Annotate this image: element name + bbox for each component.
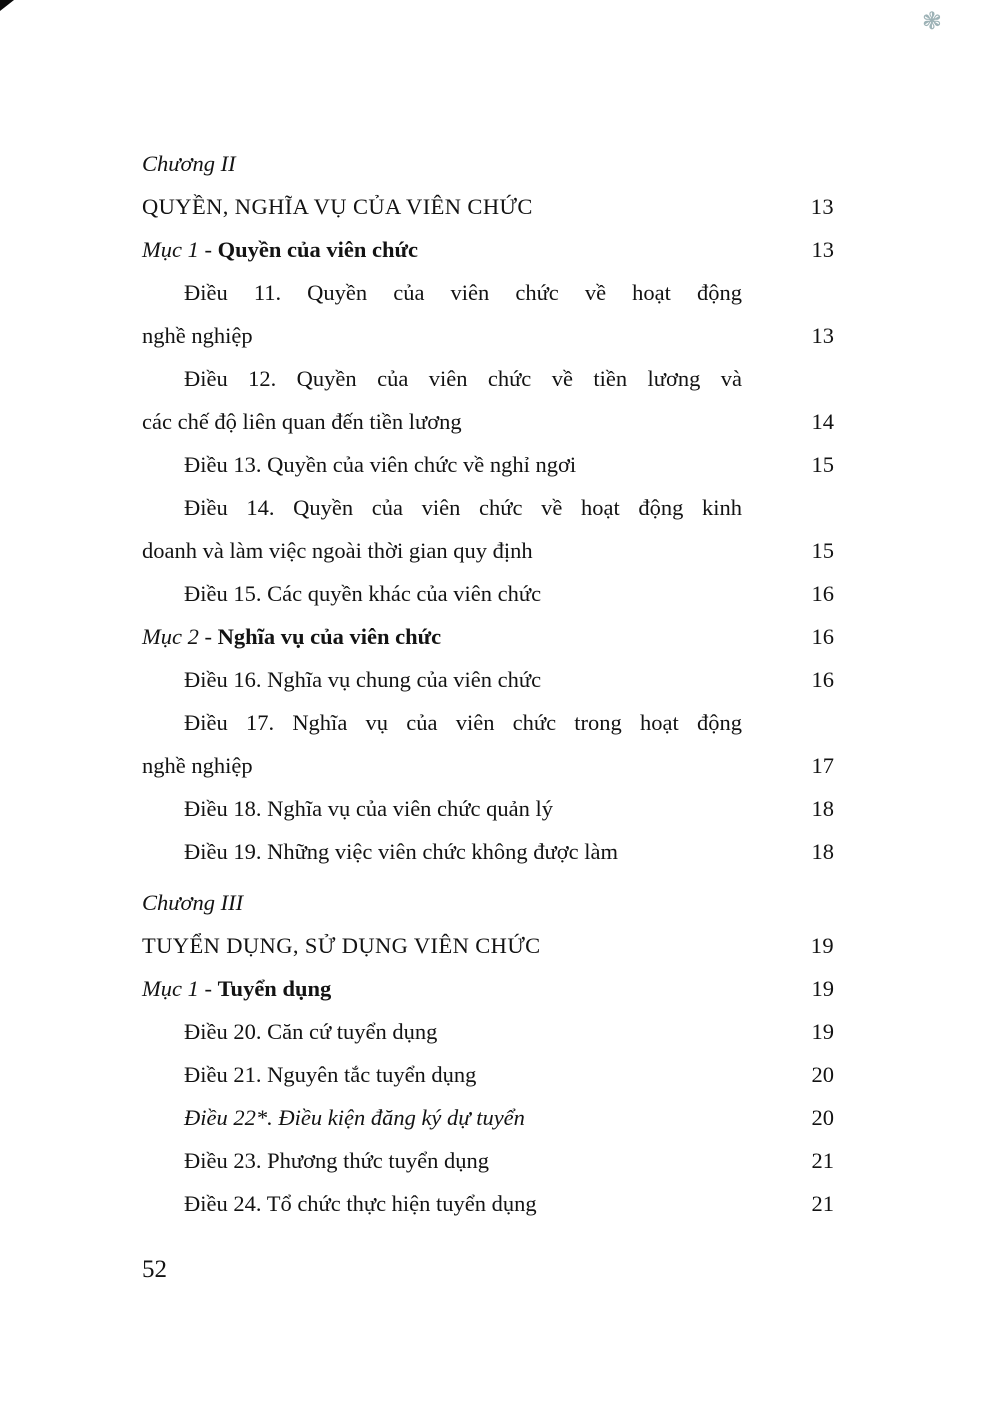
- toc-entry: [142, 881, 834, 924]
- toc-entry-text: Chương III: [142, 890, 244, 915]
- toc-entry-text: Điều 15. Các quyền khác của viên chức: [184, 581, 542, 606]
- toc-page-number: 18: [811, 796, 834, 821]
- toc-page-number: 19: [811, 976, 834, 1001]
- toc-page-number: 20: [811, 1105, 834, 1130]
- toc-entry: [142, 486, 834, 572]
- toc-page-number: 18: [811, 839, 834, 864]
- toc-entry: [142, 830, 834, 873]
- toc-entry-text: Điều 12. Quyền của viên chức về tiền lương và: [184, 366, 742, 391]
- section-prefix: Mục 1 -: [142, 976, 218, 1001]
- scan-artifact-mark: [0, 0, 14, 11]
- toc-page-number: 19: [810, 933, 834, 958]
- toc-entry-text: [142, 228, 742, 271]
- toc-entry-text: Điều 17. Nghĩa vụ của viên chức trong hoạt động: [184, 710, 742, 735]
- toc-list: [142, 142, 834, 1225]
- flower-icon: ❃: [921, 9, 942, 35]
- toc-entry-text: nghề nghiệp: [142, 753, 253, 778]
- toc-entry-text: Điều 14. Quyền của viên chức về hoạt động kinh: [184, 495, 742, 520]
- toc-entry: [142, 228, 834, 271]
- toc-entry-text: Chương II: [142, 151, 236, 176]
- toc-page-number: 19: [811, 1019, 834, 1044]
- section-title: Quyền của viên chức: [217, 237, 418, 262]
- toc-entry: [142, 924, 834, 967]
- toc-entry-text: Điều 21. Nguyên tắc tuyển dụng: [184, 1062, 477, 1087]
- toc-entry: [142, 615, 834, 658]
- toc-page-number: 16: [811, 624, 834, 649]
- toc-entry: [142, 658, 834, 701]
- toc-entry-text: [142, 967, 742, 1010]
- toc-entry-text: các chế độ liên quan đến tiền lương: [142, 409, 462, 434]
- toc-entry-text: Điều 20. Căn cứ tuyển dụng: [184, 1019, 438, 1044]
- toc-entry-text: Điều 24. Tổ chức thực hiện tuyển dụng: [184, 1191, 537, 1216]
- toc-entry-text: [142, 615, 742, 658]
- toc-entry: [142, 787, 834, 830]
- toc-page-number: 14: [811, 409, 834, 434]
- section-title: Nghĩa vụ của viên chức: [217, 624, 442, 649]
- toc-entry-text: nghề nghiệp: [142, 323, 253, 348]
- toc-entry-text: Điều 13. Quyền của viên chức về nghỉ ngơi: [184, 452, 577, 477]
- toc-entry-text: Điều 19. Những việc viên chức không được làm: [184, 839, 619, 864]
- toc-page-number: 16: [811, 667, 834, 692]
- toc-page-number: 13: [810, 194, 834, 219]
- toc-page-number: 16: [811, 581, 834, 606]
- toc-page-number: 20: [811, 1062, 834, 1087]
- toc-entry: [142, 701, 834, 787]
- toc-entry-text: QUYỀN, NGHĨA VỤ CỦA VIÊN CHỨC: [142, 194, 533, 219]
- toc-entry: [142, 142, 834, 185]
- toc-entry-text: TUYỂN DỤNG, SỬ DỤNG VIÊN CHỨC: [142, 933, 541, 958]
- toc-entry: [142, 1139, 834, 1182]
- toc-page-number: 13: [811, 323, 834, 348]
- toc-entry-text: Điều 18. Nghĩa vụ của viên chức quản lý: [184, 796, 553, 821]
- toc-entry-text: Điều 23. Phương thức tuyển dụng: [184, 1148, 490, 1173]
- toc-entry: [142, 1053, 834, 1096]
- toc-entry: [142, 357, 834, 443]
- toc-entry: [142, 572, 834, 615]
- toc-entry: [142, 1182, 834, 1225]
- toc-entry-text: Điều 11. Quyền của viên chức về hoạt động: [184, 280, 742, 305]
- toc-page-number: 15: [811, 538, 834, 563]
- toc-entry: [142, 1010, 834, 1053]
- toc-entry-text: Điều 22*. Điều kiện đăng ký dự tuyển: [184, 1105, 525, 1130]
- toc-page-number: 15: [811, 452, 834, 477]
- toc-page-number: 21: [811, 1148, 834, 1173]
- page-number: 52: [142, 1256, 167, 1283]
- section-title: Tuyển dụng: [217, 976, 332, 1001]
- toc-entry-text: doanh và làm việc ngoài thời gian quy định: [142, 538, 533, 563]
- toc-entry: [142, 967, 834, 1010]
- section-prefix: Mục 1 -: [142, 237, 218, 262]
- toc-page-number: 21: [811, 1191, 834, 1216]
- toc-entry: [142, 443, 834, 486]
- section-prefix: Mục 2 -: [142, 624, 218, 649]
- toc-entry-text: Điều 16. Nghĩa vụ chung của viên chức: [184, 667, 542, 692]
- toc-page-number: 17: [811, 753, 834, 778]
- toc-page-number: 13: [811, 237, 834, 262]
- toc-entry: [142, 185, 834, 228]
- toc-entry: [142, 271, 834, 357]
- toc-entry: [142, 1096, 834, 1139]
